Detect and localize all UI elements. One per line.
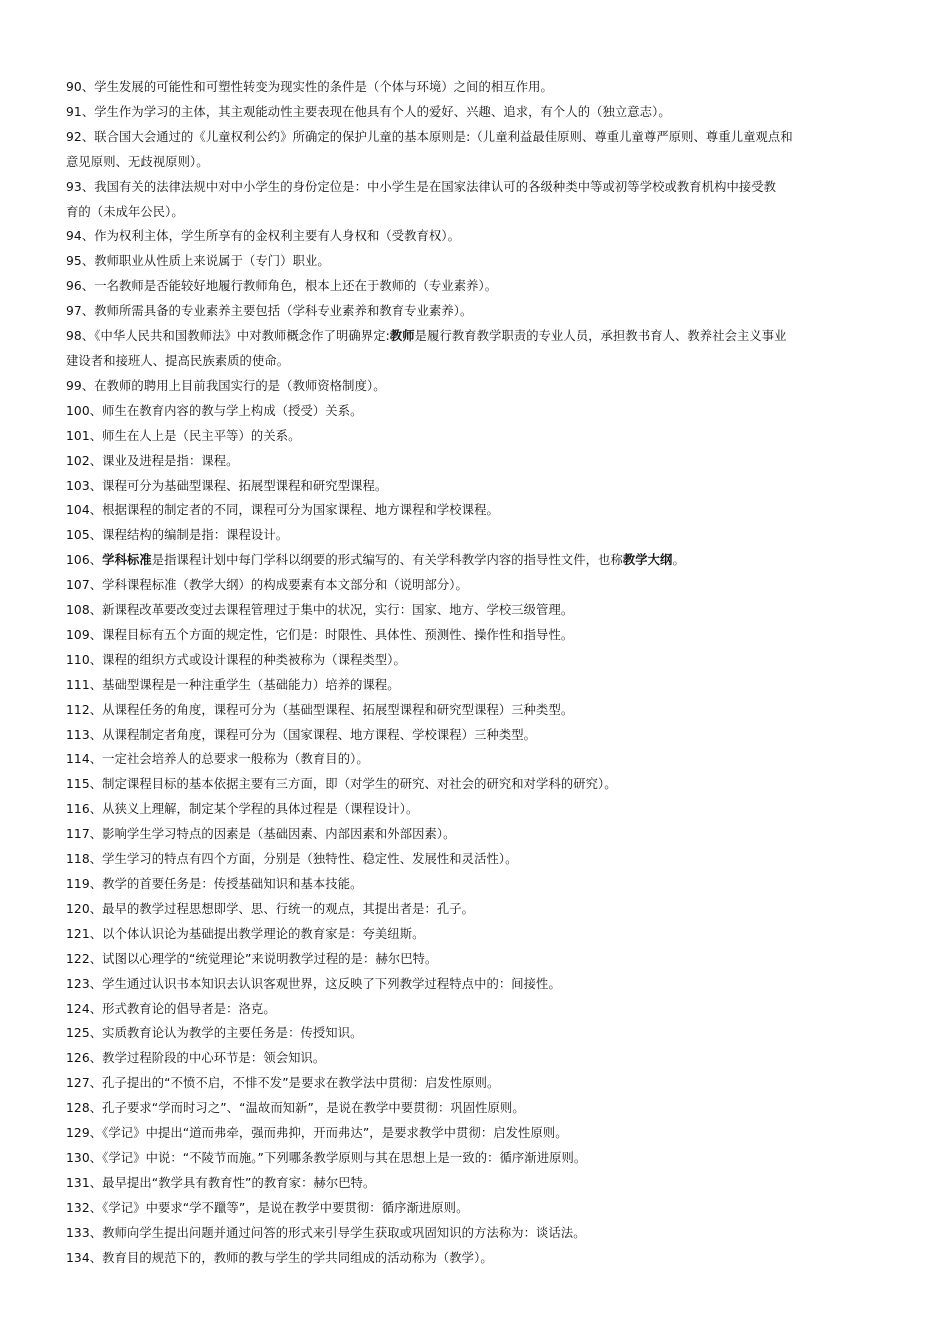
item-text: 124、形式教育论的倡导者是：洛克。 <box>66 1001 276 1016</box>
item-93-line-1 <box>66 175 886 200</box>
item-90 <box>66 75 886 100</box>
item-text: 建设者和接班人、提高民族素质的使命。 <box>66 353 290 368</box>
item-text: 97、教师所需具备的专业素养主要包括（学科专业素养和教育专业素养）。 <box>66 304 473 319</box>
item-117 <box>66 822 886 847</box>
item-110 <box>66 648 886 673</box>
bold-term: 教师 <box>389 329 415 344</box>
item-text: 98、《中华人民共和国教师法》中对教师概念作了明确界定: <box>66 329 390 344</box>
item-text: 106、 <box>66 553 103 568</box>
item-98-line-2 <box>66 349 886 374</box>
item-107 <box>66 573 886 598</box>
item-text: 130、《学记》中说：“不陵节而施。”下列哪条教学原则与其在思想上是一致的：循序渐进原则。 <box>66 1150 587 1165</box>
item-text: 113、从课程制定者角度，课程可分为（国家课程、地方课程、学校课程）三种类型。 <box>66 727 537 742</box>
item-text: 90、学生发展的可能性和可塑性转变为现实性的条件是（个体与环境）之间的相互作用。 <box>66 80 553 94</box>
item-text: 115、制定课程目标的基本依据主要有三方面，即（对学生的研究、对社会的研究和对学科的研究）。 <box>66 777 617 792</box>
item-109 <box>66 623 886 648</box>
item-104 <box>66 498 886 523</box>
item-text: 110、课程的组织方式或设计课程的种类被称为（课程类型）。 <box>66 652 406 667</box>
item-124 <box>66 997 886 1022</box>
item-text: 107、学科课程标准（教学大纲）的构成要素有本文部分和（说明部分）。 <box>66 578 468 593</box>
item-text: 123、学生通过认识书本知识去认识客观世界，这反映了下列教学过程特点中的：间接性。 <box>66 976 561 991</box>
item-text: 99、在教师的聘用上目前我国实行的是（教师资格制度）。 <box>66 378 386 393</box>
item-113 <box>66 723 886 748</box>
item-text: 95、教师职业从性质上来说属于（专门）职业。 <box>66 254 330 269</box>
item-114 <box>66 747 886 772</box>
item-99 <box>66 374 886 399</box>
item-text: 意见原则、无歧视原则）。 <box>66 154 209 169</box>
item-94 <box>66 224 886 249</box>
item-119 <box>66 872 886 897</box>
item-92-line-1 <box>66 125 886 150</box>
item-98-line-1 <box>66 324 886 349</box>
item-118 <box>66 847 886 872</box>
item-134 <box>66 1246 886 1271</box>
bold-term: 学科标准 <box>102 553 152 568</box>
item-128 <box>66 1096 886 1121</box>
item-text: 114、一定社会培养人的总要求一般称为（教育目的）。 <box>66 752 369 767</box>
item-text: 101、师生在人上是（民主平等）的关系。 <box>66 428 301 443</box>
item-112 <box>66 698 886 723</box>
item-96 <box>66 274 886 299</box>
item-120 <box>66 897 886 922</box>
item-text: 127、孔子提出的“不愤不启，不悱不发”是要求在教学法中贯彻：启发性原则。 <box>66 1076 500 1091</box>
item-text: 102、课业及进程是指：课程。 <box>66 453 239 468</box>
item-123 <box>66 972 886 997</box>
item-126 <box>66 1046 886 1071</box>
item-text: 。 <box>672 553 685 568</box>
item-text: 105、课程结构的编制是指：课程设计。 <box>66 528 289 543</box>
item-116 <box>66 797 886 822</box>
item-text: 91、学生作为学习的主体，其主观能动性主要表现在他具有个人的爱好、兴趣、追求，有个人的（独立意志）。 <box>66 104 671 119</box>
item-103 <box>66 474 886 499</box>
item-text: 120、最早的教学过程思想即学、思、行统一的观点，其提出者是：孔子。 <box>66 901 475 916</box>
item-text: 133、教师向学生提出问题并通过问答的形式来引导学生获取或巩固知识的方法称为：谈话法。 <box>66 1225 586 1240</box>
item-text: 104、根据课程的制定者的不同，课程可分为国家课程、地方课程和学校课程。 <box>66 503 499 518</box>
item-text: 92、联合国大会通过的《儿童权利公约》所确定的保护儿童的基本原则是:（儿童利益最佳原则、尊重儿童尊严原则、尊重儿童观点和 <box>66 129 793 144</box>
item-100 <box>66 399 886 424</box>
item-132 <box>66 1196 886 1221</box>
item-text: 132、《学记》中要求“学不躐等”，是说在教学中要贯彻：循序渐进原则。 <box>66 1200 469 1215</box>
item-127 <box>66 1071 886 1096</box>
item-text: 育的（未成年公民）。 <box>66 204 184 219</box>
item-text: 是履行教育教学职责的专业人员，承担教书育人、教养社会主义事业 <box>414 329 787 344</box>
item-text: 94、作为权利主体，学生所享有的金权利主要有人身权和（受教育权）。 <box>66 229 461 244</box>
item-text: 109、课程目标有五个方面的规定性，它们是：时限性、具体性、预测性、操作性和指导性。 <box>66 627 574 642</box>
item-108 <box>66 598 886 623</box>
item-text: 112、从课程任务的角度，课程可分为（基础型课程、拓展型课程和研究型课程）三种类型。 <box>66 702 574 717</box>
item-text: 129、《学记》中提出“道而弗牵，强而弗抑，开而弗达”，是要求教学中贯彻：启发性原则。 <box>66 1126 568 1141</box>
item-97 <box>66 299 886 324</box>
item-text: 118、学生学习的特点有四个方面，分别是（独特性、稳定性、发展性和灵活性）。 <box>66 852 518 867</box>
item-text: 103、课程可分为基础型课程、拓展型课程和研究型课程。 <box>66 478 388 493</box>
item-133 <box>66 1221 886 1246</box>
item-102 <box>66 449 886 474</box>
item-125 <box>66 1021 886 1046</box>
item-text: 121、以个体认识论为基础提出教学理论的教育家是：夸美纽斯。 <box>66 926 425 941</box>
item-text: 是指课程计划中每门学科以纲要的形式编写的、有关学科教学内容的指导性文件，也称 <box>151 553 623 568</box>
item-text: 131、最早提出“教学具有教育性”的教育家：赫尔巴特。 <box>66 1175 376 1190</box>
item-text: 93、我国有关的法律法规中对中小学生的身份定位是：中小学生是在国家法律认可的各级种类中等或初等学校或教育机构中接受教 <box>66 179 777 194</box>
item-text: 108、新课程改革要改变过去课程管理过于集中的状况，实行：国家、地方、学校三级管理。 <box>66 603 574 618</box>
item-text: 125、实质教育论认为教学的主要任务是：传授知识。 <box>66 1026 363 1041</box>
item-text: 122、试图以心理学的“统觉理论”来说明教学过程的是：赫尔巴特。 <box>66 951 438 966</box>
item-text: 116、从狭义上理解，制定某个学程的具体过程是（课程设计）。 <box>66 802 419 817</box>
item-115 <box>66 772 886 797</box>
item-text: 134、教育目的规范下的，教师的教与学生的学共同组成的活动称为（教学）。 <box>66 1250 493 1265</box>
document-body <box>66 75 886 1271</box>
item-text: 100、师生在教育内容的教与学上构成（授受）关系。 <box>66 403 363 418</box>
item-105 <box>66 523 886 548</box>
item-text: 111、基础型课程是一种注重学生（基础能力）培养的课程。 <box>66 677 400 692</box>
item-101 <box>66 424 886 449</box>
item-122 <box>66 947 886 972</box>
item-91 <box>66 100 886 125</box>
item-text: 126、教学过程阶段的中心环节是：领会知识。 <box>66 1051 326 1066</box>
item-92-line-2 <box>66 150 886 175</box>
item-130 <box>66 1146 886 1171</box>
item-106 <box>66 548 886 573</box>
item-121 <box>66 922 886 947</box>
item-129 <box>66 1121 886 1146</box>
item-111 <box>66 673 886 698</box>
item-text: 96、一名教师是否能较好地履行教师角色，根本上还在于教师的（专业素养）。 <box>66 279 498 294</box>
item-131 <box>66 1171 886 1196</box>
item-93-line-2 <box>66 200 886 225</box>
item-text: 119、教学的首要任务是：传授基础知识和基本技能。 <box>66 877 363 891</box>
item-text: 128、孔子要求“学而时习之”、“温故而知新”，是说在教学中要贯彻：巩固性原则。 <box>66 1101 525 1116</box>
bold-term: 教学大纲 <box>622 553 673 568</box>
item-text: 117、影响学生学习特点的因素是（基础因素、内部因素和外部因素）。 <box>66 827 456 842</box>
item-95 <box>66 249 886 274</box>
